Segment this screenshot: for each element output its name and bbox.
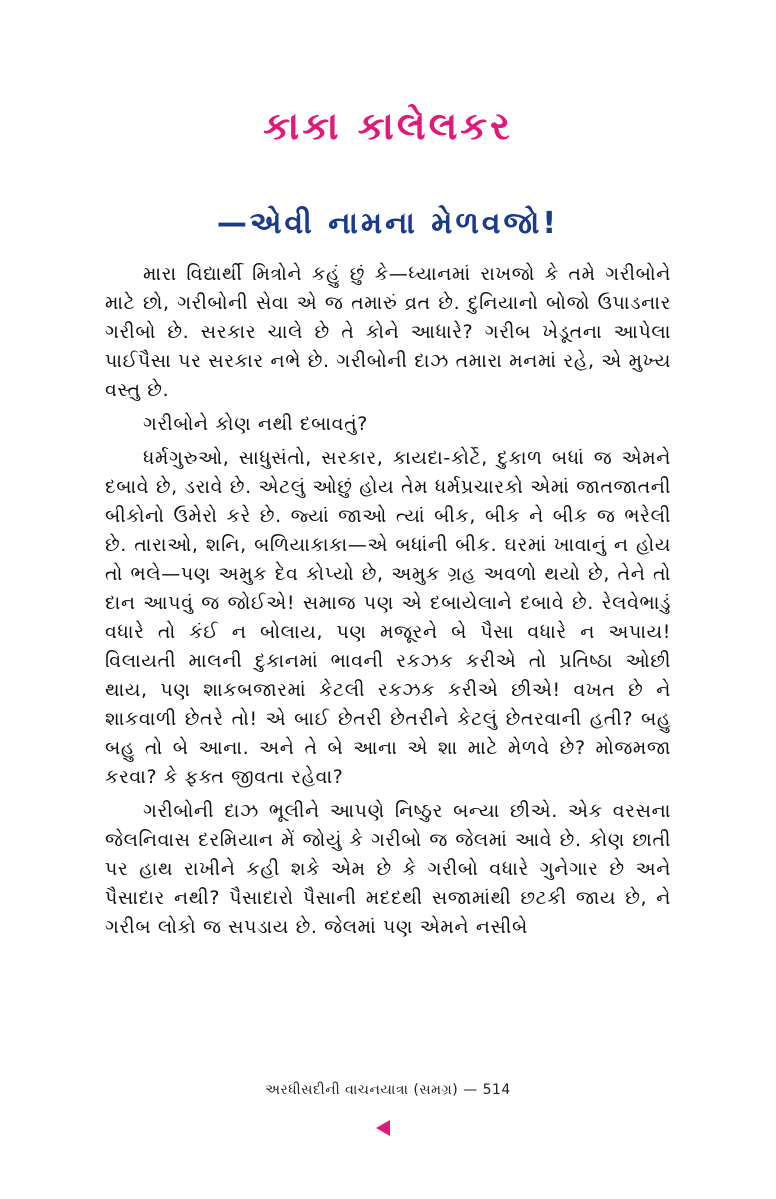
author-title: કાકા કાલેલકર xyxy=(263,104,513,148)
paragraph-1: મારા વિદ્યાર્થી મિત્રોને કહું છું કે—ધ્યાનમાં રાખજો કે તમે ગરીબોને માટે છો, ગરીબોની સેવા એ જ તમારું વ્રત છે. દુનિયાનો બોજો ઉપાડનાર ગરીબો છે. સરકાર ચાલે છે તે કોને આધારે? ગરીબ ખેડૂતના આપેલા પાઈપૈસા પર સરકાર નભે છે. ગરીબોની દાઝ તમારા મનમાં રહે, એ મુખ્ય વસ્તુ છે. xyxy=(105,263,671,401)
back-arrow-icon[interactable] xyxy=(376,1120,390,1136)
page-footer: અરધીસદીની વાચનયાત્રા (સમગ્ર) — 514 xyxy=(265,1082,511,1098)
chapter-subtitle: —એવી નામના મેળવજો! xyxy=(216,206,560,241)
article-body xyxy=(105,260,671,947)
paragraph-3: ધર્મગુરુઓ, સાધુસંતો, સરકાર, કાયદા-કોર્ટે, દુકાળ બધાં જ એમને દબાવે છે, ડરાવે છે. એટલું ઓછું હોય તેમ ધર્મપ્રચારકો એમાં જાતજાતની બીકોનો ઉમેરો કરે છે. જ્યાં જાઓ ત્યાં બીક, બીક ને બીક જ ભરેલી છે. તારાઓ, શનિ, બળિયાકાકા—એ બધાંની બીક. ઘરમાં ખાવાનું ન હોય તો ભલે—પણ અમુક દેવ કોપ્યો છે, અમુક ગ્રહ અવળો થયો છે, તેને તો દાન આપવું જ જોઈએ! સમાજ પણ એ દબાયેલાને દબાવે છે. રેલવેભાડું વધારે તો કંઈ ન બોલાય, પણ મજૂરને બે પૈસા વધારે ન અપાય! વિલાયતી માલની દુકાનમાં ભાવની રકઝક કરીએ તો પ્રતિષ્ઠા ઓછી થાય, પણ શાકબજારમાં કેટલી રકઝક કરીએ છીએ! વખત છે ને શાકવાળી છેતરે તો! એ બાઈ છેતરી છેતરીને કેટલું છેતરવાની હતી? બહુ બહુ તો બે આના. અને તે બે આના એ શા માટે મેળવે છે? મોજમજા કરવા? કે ફક્ત જીવતા રહેવા? xyxy=(105,447,671,788)
paragraph-2: ગરીબોને કોણ નથી દબાવતું? xyxy=(143,413,368,435)
paragraph-4: ગરીબોની દાઝ ભૂલીને આપણે નિષ્ઠુર બન્યા છીએ. એક વરસના જેલનિવાસ દરમિયાન મેં જોયું કે ગરીબો જ જેલમાં આવે છે. કોણ છાતી પર હાથ રાખીને કહી શકે એમ છે કે ગરીબો વધારે ગુનેગાર છે અને પૈસાદાર નથી? પૈસાદારો પૈસાની મદદથી સજામાંથી છટકી જાય છે, ને ગરીબ લોકો જ સપડાય છે. જેલમાં પણ એમને નસીબે xyxy=(105,800,671,938)
